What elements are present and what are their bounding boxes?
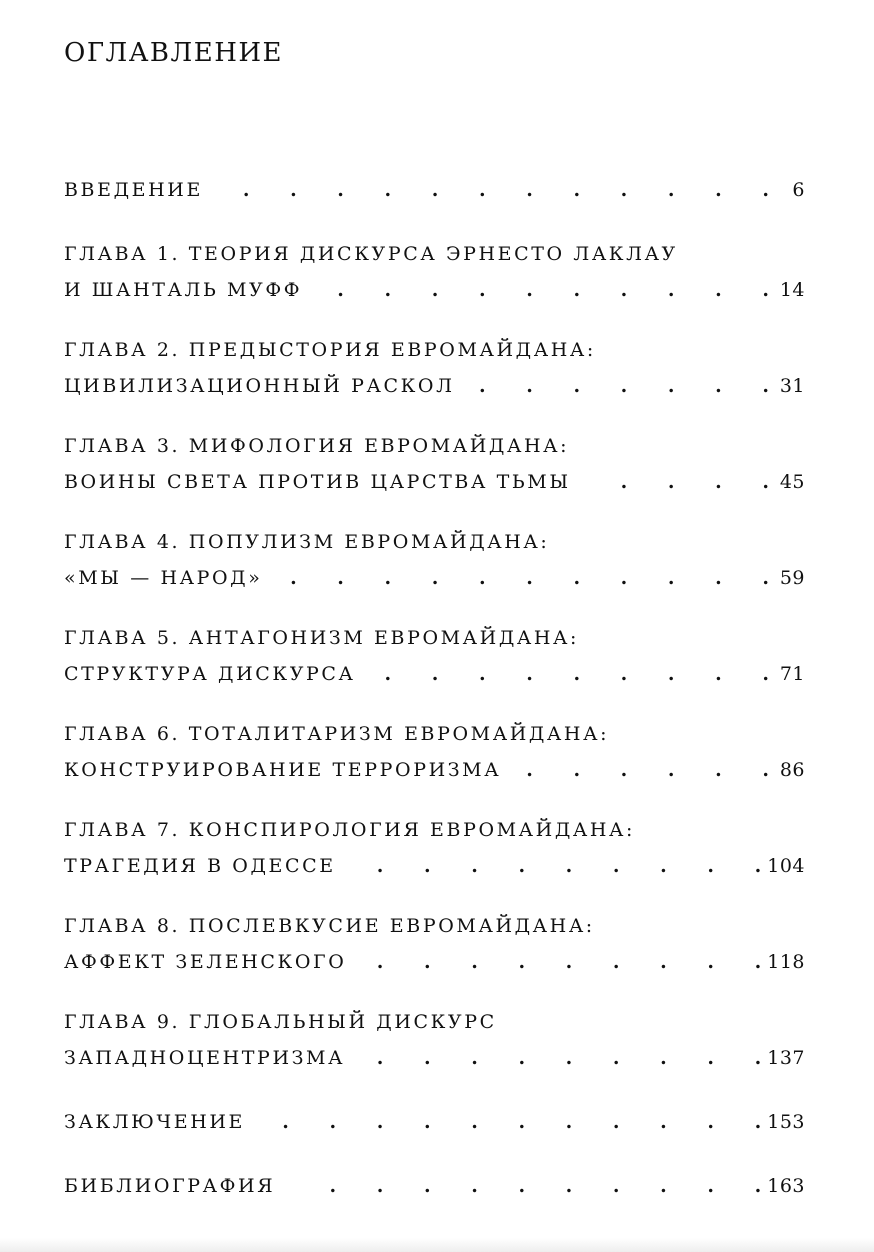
- toc-entry-heading-line: ГЛАВА 6. ТОТАЛИТАРИЗМ ЕВРОМАЙДАНА:: [64, 723, 610, 745]
- toc-entry[interactable]: [64, 1104, 805, 1140]
- toc-entry[interactable]: [64, 1168, 805, 1204]
- toc-entry-heading-line: ГЛАВА 5. АНТАГОНИЗМ ЕВРОМАЙДАНА:: [64, 627, 580, 649]
- dot-leader: [359, 1040, 761, 1076]
- toc-entry-last-line: [64, 1104, 805, 1140]
- toc-entry-last-line: [64, 464, 805, 500]
- toc-entry-page-number: 6: [792, 179, 805, 201]
- toc-entry[interactable]: [64, 812, 805, 884]
- dot-leader: [316, 272, 769, 308]
- dot-leader: [370, 656, 769, 692]
- toc-entry-label: ЗАКЛЮЧЕНИЕ: [64, 1111, 246, 1133]
- toc-entry-label: ЦИВИЛИЗАЦИОННЫЙ РАСКОЛ: [64, 375, 455, 397]
- toc-entry-page-number: 153: [767, 1111, 805, 1133]
- page-edge-shadow: [0, 1238, 874, 1252]
- toc-entry-page-number: 59: [779, 567, 805, 589]
- toc-entry-page-number: 137: [767, 1047, 805, 1069]
- dot-leader: [350, 848, 761, 884]
- dot-leader: [515, 752, 769, 788]
- toc-entry-last-line: [64, 752, 805, 788]
- toc-entry[interactable]: [64, 524, 805, 596]
- toc-entry-label: ЗАПАДНОЦЕНТРИЗМА: [64, 1047, 346, 1069]
- toc-entry-label: ВОИНЫ СВЕТА ПРОТИВ ЦАРСТВА ТЬМЫ: [64, 471, 571, 493]
- toc-entry-label: СТРУКТУРА ДИСКУРСА: [64, 663, 356, 685]
- toc-entry-last-line: [64, 944, 805, 980]
- toc-entry-last-line: [64, 368, 805, 404]
- dot-leader: [289, 1168, 761, 1204]
- toc-entry[interactable]: [64, 908, 805, 980]
- toc-entry-label: БИБЛИОГРАФИЯ: [64, 1175, 276, 1197]
- dot-leader: [276, 560, 769, 596]
- toc-entry-label: И ШАНТАЛЬ МУФФ: [64, 279, 303, 301]
- toc-entry-page-number: 86: [779, 759, 805, 781]
- toc-entry-label: АФФЕКТ ЗЕЛЕНСКОГО: [64, 951, 347, 973]
- toc-entry-label: КОНСТРУИРОВАНИЕ ТЕРРОРИЗМА: [64, 759, 502, 781]
- dot-leader: [259, 1104, 761, 1140]
- toc-entry-heading-line: ГЛАВА 2. ПРЕДЫСТОРИЯ ЕВРОМАЙДАНА:: [64, 339, 596, 361]
- toc-entry-heading-line: ГЛАВА 4. ПОПУЛИЗМ ЕВРОМАЙДАНА:: [64, 531, 550, 553]
- toc-entry-page-number: 14: [779, 279, 805, 301]
- toc-entry-heading-line: ГЛАВА 3. МИФОЛОГИЯ ЕВРОМАЙДАНА:: [64, 435, 570, 457]
- toc-entry-heading-line: ГЛАВА 7. КОНСПИРОЛОГИЯ ЕВРОМАЙДАНА:: [64, 819, 636, 841]
- toc-entry-page-number: 104: [767, 855, 805, 877]
- toc-entry[interactable]: [64, 172, 805, 208]
- toc-list: [64, 172, 805, 1204]
- toc-entry-heading-line: ГЛАВА 9. ГЛОБАЛЬНЫЙ ДИСКУРС: [64, 1011, 497, 1033]
- toc-entry-last-line: [64, 656, 805, 692]
- toc-entry-page-number: 71: [779, 663, 805, 685]
- toc-entry-heading-line: ГЛАВА 1. ТЕОРИЯ ДИСКУРСА ЭРНЕСТО ЛАКЛАУ: [64, 243, 678, 265]
- toc-entry-last-line: [64, 560, 805, 596]
- toc-entry-label: ТРАГЕДИЯ В ОДЕССЕ: [64, 855, 336, 877]
- toc-entry-label: ВВЕДЕНИЕ: [64, 179, 203, 201]
- toc-entry[interactable]: [64, 1004, 805, 1076]
- toc-entry-last-line: [64, 1168, 805, 1204]
- toc-entry[interactable]: [64, 428, 805, 500]
- dot-leader: [360, 944, 761, 980]
- toc-entry-page-number: 45: [779, 471, 805, 493]
- toc-entry-last-line: [64, 272, 805, 308]
- toc-entry-last-line: [64, 1040, 805, 1076]
- toc-entry[interactable]: [64, 620, 805, 692]
- toc-entry-page-number: 31: [779, 375, 805, 397]
- toc-entry-label: «МЫ — НАРОД»: [64, 567, 263, 589]
- toc-entry[interactable]: [64, 716, 805, 788]
- dot-leader: [469, 368, 769, 404]
- toc-entry-last-line: [64, 848, 805, 884]
- toc-entry-heading-line: ГЛАВА 8. ПОСЛЕВКУСИЕ ЕВРОМАЙДАНА:: [64, 915, 595, 937]
- toc-entry-last-line: [64, 172, 805, 208]
- toc-entry-page-number: 118: [767, 951, 805, 973]
- dot-leader: [585, 464, 769, 500]
- dot-leader: [217, 172, 769, 208]
- toc-entry-page-number: 163: [767, 1175, 805, 1197]
- toc-entry[interactable]: [64, 236, 805, 308]
- page-title: ОГЛАВЛЕНИЕ: [64, 38, 284, 68]
- toc-entry[interactable]: [64, 332, 805, 404]
